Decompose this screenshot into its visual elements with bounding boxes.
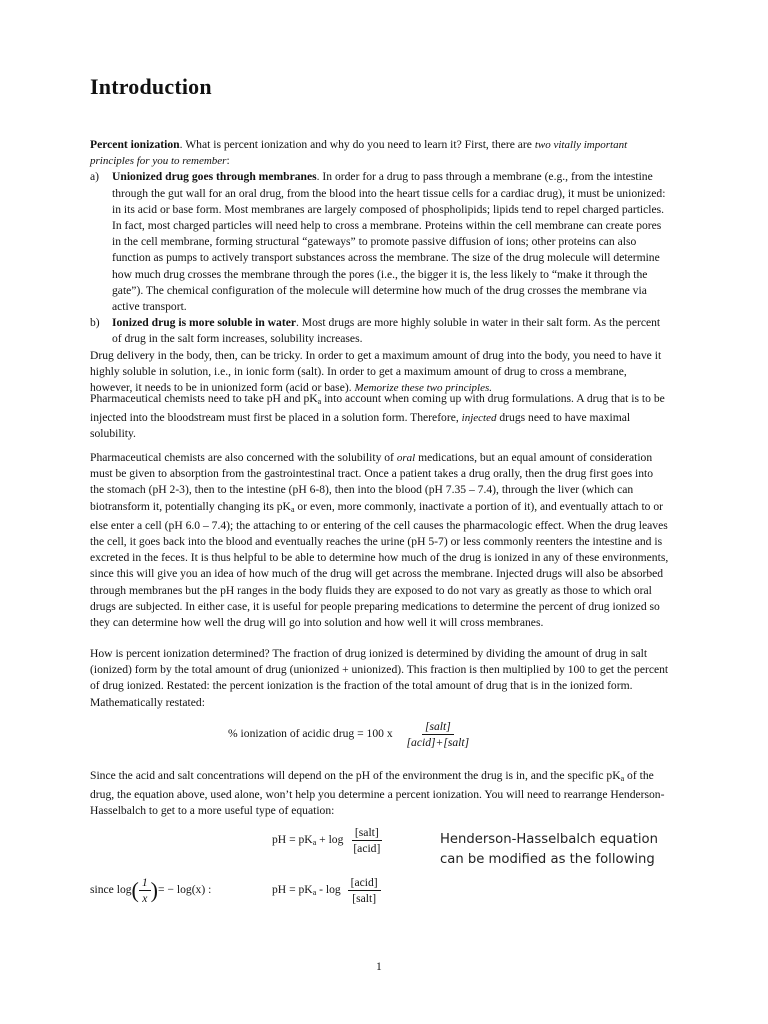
equation-fraction <box>404 720 473 749</box>
equation-operator: + log <box>316 833 344 847</box>
percent-ionization-lead: Percent ionization <box>90 138 180 151</box>
pka-subscript: a <box>312 838 317 848</box>
principle-a-lead: Unionized drug goes through membranes <box>112 170 317 184</box>
right-paren: ) <box>150 877 158 903</box>
identity-prefix: since log <box>90 883 132 897</box>
fraction-numerator: [acid] <box>348 876 381 891</box>
intro-end: : <box>226 154 230 168</box>
oral-text-a: Pharmaceutical chemists are also concerned with the solubility of <box>90 451 397 464</box>
fraction-denominator: [acid] <box>353 842 381 855</box>
oral-italic: oral <box>396 452 416 464</box>
intro-paragraph <box>90 137 670 396</box>
determination-paragraph <box>90 646 670 711</box>
formulation-text-c: drugs need to have maximal solubility. <box>90 411 631 441</box>
injected-italic: injected <box>461 412 497 425</box>
intro-text: . What is percent ionization and why do you need to learn it? First, there are <box>179 138 535 151</box>
pka-subscript: a <box>312 888 317 898</box>
drug-delivery-paragraph <box>90 348 670 397</box>
equation-fraction <box>350 826 383 855</box>
list-item <box>90 169 670 315</box>
pka-subscript: a <box>620 774 625 783</box>
page-number: 1 <box>376 960 382 973</box>
fraction-numerator: [salt] <box>352 826 382 841</box>
intro-italic: two vitally important principles for you to remember <box>90 139 628 168</box>
equation-fraction <box>348 876 381 905</box>
page-title: Introduction <box>90 74 212 99</box>
principle-b-lead: Ionized drug is more soluble in water <box>112 316 296 330</box>
principle-b-text: . Most drugs are more highly soluble in water in their salt form. As the percent of drug in the salt form increases, solubility increases. <box>112 316 661 346</box>
formulation-text-b: into account when coming up with drug formulations. A drug that is to be injected into the bloodstream must first be placed in a solution form. Therefore, <box>90 392 665 425</box>
left-paren: ( <box>131 877 139 903</box>
note-line-2: can be modified as the following <box>440 852 655 867</box>
equation-operator: - log <box>316 883 341 897</box>
determination-text: How is percent ionization determined? The fraction of drug ionized is determined by dividing the amount of drug in salt (ionized) form by the total amount of drug (unionized + unionized). This fraction is then multiplied by 100 to get the percent of drug ionized. Restated: the percent ionization is the fraction of the total amount of drug that is in the ionized form. Mathematically restated: <box>90 647 669 709</box>
identity-suffix: = − log(x) : <box>158 883 212 897</box>
henderson-hasselbalch-note <box>440 830 658 870</box>
pka-subscript: a <box>290 504 295 514</box>
oral-text-c: or even, more commonly, inactivate a portion of it), and eventually attach to or else enter a cell (pH 6.0 – 7.4); the attaching to or entering of the cell causes the pharmacologic effect. When the drug leaves the cell, it goes back into the blood and eventually reaches the urine (pH 5-7) or less commonly reenters the intestine and is excreted in the feces. It is thus helpful to be able to determine how much of the drug is ionized in any of these environments, since this will give you an idea of how much of the drug will get across the membrane. Injected drugs will also be absorbed through membranes but the pH ranges in the body fluids they are exposed to do not vary as greatly as those to which oral drugs are subjected. In either case, it is useful for people preparing medications to determine the percent of drug ionized so they can determine how well the drug will go into solution and how well it will cross membranes. <box>90 499 669 630</box>
fraction-denominator: [salt] <box>352 892 377 905</box>
pka-subscript: a <box>317 397 322 406</box>
principle-a-text: . In order for a drug to pass through a membrane (e.g., from the intestine through the gut wall for an oral drug, from the blood into the heart tissue cells for a cardiac drug), it must be unionized: in its acid or base form. Most membranes are largely composed of phospholipids; lipids tend to repel charged particles. In fact, most charged particles will need help to cross a membrane. Proteins within the cell membrane can create pores in the cell membrane, forming structural “gateways” to promote passive diffusion of ions; other proteins can also function as pumps to actively transport substances across the membrane. The size of the drug molecule will determine how much drug crosses the membrane through the pores (i.e., the bigger it is, the less likely to “make it through the gate”). The chemical configuration of the molecule will determine how much of the drug crosses the membrane via active transport. <box>112 170 666 314</box>
identity-fraction <box>139 876 151 905</box>
fraction-denominator: x <box>142 892 148 905</box>
memorize-italic: Memorize these two principles. <box>354 382 492 395</box>
note-line-1: Henderson-Hasselbalch equation <box>440 832 658 847</box>
formulation-paragraph <box>90 391 670 443</box>
fraction-numerator: 1 <box>139 876 151 891</box>
formulation-text-a: Pharmaceutical chemists need to take pH and pK <box>90 392 318 405</box>
fraction-numerator: [salt] <box>422 720 454 735</box>
drug-delivery-text: Drug delivery in the body, then, can be tricky. In order to get a maximum amount of drug into the body, you need to have it highly soluble in solution, i.e., in ionic form (salt). In order to get a maximum amount of drug to cross a membrane, however, it needs to be in unionized form (acid or base). <box>90 348 662 395</box>
log-identity <box>90 876 211 905</box>
equation-lhs: % ionization of acidic drug = 100 x <box>228 727 393 741</box>
percent-ionization-equation <box>228 720 472 749</box>
fraction-denominator: [acid]+[salt] <box>406 736 470 749</box>
list-label: a) <box>90 170 100 184</box>
principles-list <box>90 169 670 347</box>
henderson-hasselbalch-equation <box>272 826 383 855</box>
list-item <box>90 315 670 347</box>
list-label: b) <box>90 316 100 330</box>
oral-text-b: medications, but an equal amount of consideration must be given to absorption from the gastrointestinal tract. Once a patient takes a drug orally, then the drug first goes into the stomach (pH 2-3), then to the intestine (pH 6-8), then into the blood (pH 7.35 – 7.4), through the liver (which can biotransform it, potentially changing its pK <box>90 451 654 513</box>
equation-lhs: pH = pK <box>272 833 313 847</box>
rearrange-text-a: Since the acid and salt concentrations will depend on the pH of the environment the drug is in, and the specific pK <box>90 769 621 782</box>
modified-equation <box>272 876 381 905</box>
rearrange-paragraph <box>90 768 670 820</box>
equation-lhs: pH = pK <box>272 883 313 897</box>
oral-paragraph <box>90 450 670 631</box>
rearrange-text-b: of the drug, the equation above, used alone, won’t help you determine a percent ionization. You will need to rearrange Henderson-Hasselbalch to get to a more useful type of equation: <box>90 769 665 818</box>
